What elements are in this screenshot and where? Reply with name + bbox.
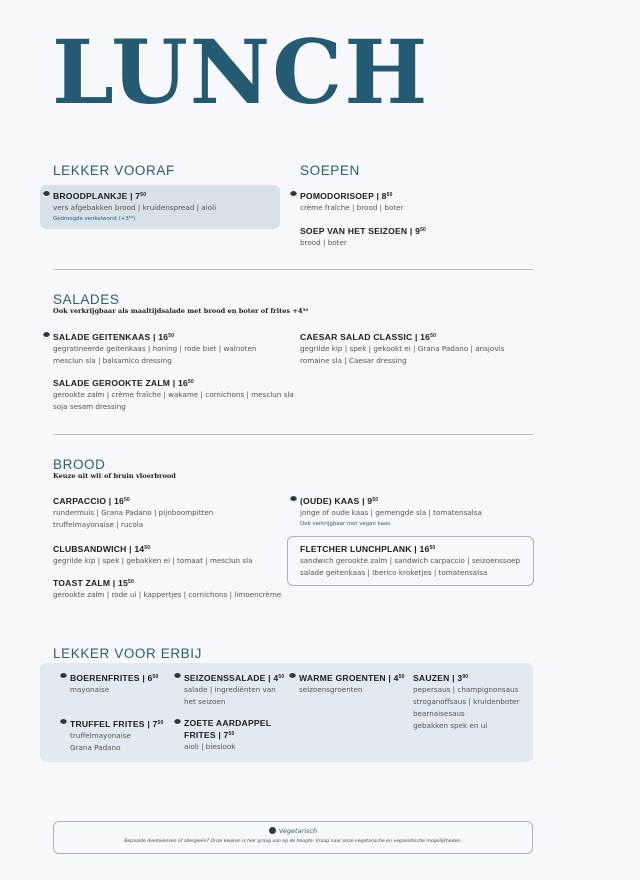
item-title: SEIZOENSSALADE | $4^{50}$ — [184, 673, 285, 683]
item-description: sandwich gerookte zalm | sandwich carpaccio | seizoenssoep — [300, 556, 521, 565]
footer-box — [53, 821, 533, 854]
item-title: (OUDE) KAAS | $9^{50}$ — [300, 496, 379, 506]
item-title: CLUBSANDWICH | $14^{50}$ — [53, 544, 151, 554]
item-title: TRUFFEL FRITES | $7^{50}$ — [70, 719, 164, 729]
item-description: gerookte zalm | crème fraîche | wakame | cornichons | mesclun sla — [53, 390, 294, 399]
item-price: 9 — [415, 226, 421, 236]
vegetarian-icon — [289, 673, 296, 680]
section-heading-soepen: SOEPEN — [300, 163, 360, 178]
item-name: CLUBSANDWICH — [53, 544, 127, 554]
item-name: SEIZOENSSALADE — [184, 673, 266, 683]
item-name: ZOETE AARDAPPEL FRITES — [184, 718, 272, 740]
item-price-cents: 50 — [152, 674, 159, 680]
vegetarian-icon — [290, 191, 297, 198]
menu-item — [413, 672, 519, 732]
item-name: SALADE GEROOKTE ZALM — [53, 378, 171, 388]
item-description: gebakken spek en ui — [413, 721, 488, 730]
item-note: Gedroogde venkelworst (+3⁵⁰) — [53, 216, 136, 222]
item-description: gegrilde kip | spek | gebakken ei | tomaat | mesclun sla — [53, 556, 253, 565]
menu-item — [300, 495, 482, 530]
item-description: mayonaise — [70, 685, 110, 694]
item-price-cents: 50 — [429, 545, 436, 551]
item-description: gegratineerde geitenkaas | honing | rode biet | walnoten — [53, 344, 257, 353]
item-name: BOERENFRITES — [70, 673, 140, 683]
legend-label: Vegetarisch — [278, 827, 318, 835]
menu-item — [53, 190, 216, 225]
section-subtitle-salades: Ook verkrijgbaar als maaltijdsalade met brood en boter of frites +4⁵⁰ — [53, 307, 309, 315]
section-subtitle-brood: Keuze uit wit of bruin vloerbrood — [53, 472, 176, 480]
vegetarian-icon — [43, 332, 50, 339]
item-title: SALADE GEITENKAAS | $16^{50}$ — [53, 332, 175, 342]
item-description: aioli | bieslook — [184, 742, 236, 751]
item-price: 16 — [113, 496, 124, 506]
item-name: CAESAR SALAD CLASSIC — [300, 332, 413, 342]
item-price: 16 — [177, 378, 188, 388]
item-price-cents: 50 — [123, 497, 130, 503]
item-description: salade | ingrediënten van — [184, 685, 276, 694]
item-price: 9 — [367, 496, 373, 506]
item-price: 4 — [273, 673, 279, 683]
menu-item — [53, 377, 294, 413]
item-description: rundermuis | Grana Padano | pijnboompitten — [53, 508, 214, 517]
item-description: Grana Padano — [70, 743, 121, 752]
item-title: FLETCHER LUNCHPLANK | $16^{50}$ — [300, 544, 436, 554]
item-price: 16 — [419, 544, 430, 554]
menu-item — [300, 331, 504, 367]
item-description: mesclun sla | balsamico dressing — [53, 356, 172, 365]
item-price: 3 — [457, 673, 463, 683]
item-price-cents: 50 — [430, 333, 437, 339]
menu-item — [300, 225, 426, 249]
item-price-cents: 50 — [398, 674, 405, 680]
vegetarian-icon — [290, 496, 297, 503]
item-price: 7 — [223, 730, 229, 740]
item-price: 6 — [147, 673, 153, 683]
footer-text: Bepaalde dieetwensen of allergieën? Onze keuken is hier graag van op de hoogte. Vraag naar onze vegetarische en veganistische mogelijkheden. — [124, 839, 462, 844]
item-name: TOAST ZALM — [53, 578, 111, 588]
item-price-cents: 50 — [228, 731, 235, 737]
section-heading-vooraf: LEKKER VOORAF — [53, 163, 175, 178]
item-description: gerookte zalm | rode ui | kappertjes | cornichons | limoencrème — [53, 590, 282, 599]
section-heading-salades: SALADES — [53, 292, 120, 307]
item-title: CAESAR SALAD CLASSIC | $16^{50}$ — [300, 332, 437, 342]
item-price-cents: 50 — [140, 192, 147, 198]
item-title: BOERENFRITES | $6^{50}$ — [70, 673, 159, 683]
item-name: SAUZEN — [413, 673, 450, 683]
item-price-cents: 50 — [127, 579, 134, 585]
menu-item — [53, 331, 256, 367]
section-heading-brood: BROOD — [53, 457, 106, 472]
vegetarian-icon — [43, 191, 50, 198]
menu-item — [70, 672, 158, 696]
legend — [54, 827, 532, 835]
item-name: SOEP VAN HET SEIZOEN — [300, 226, 408, 236]
section-heading-erbij: LEKKER VOOR ERBIJ — [53, 646, 202, 661]
item-price: 14 — [134, 544, 145, 554]
item-price-cents: 50 — [187, 379, 194, 385]
item-name: TRUFFEL FRITES — [70, 719, 145, 729]
item-description: romaine sla | Caesar dressing — [300, 356, 407, 365]
vegetarian-icon — [60, 719, 67, 726]
item-description: truffelmayonaise — [70, 731, 131, 740]
menu-item — [300, 190, 404, 214]
item-price: 15 — [118, 578, 128, 588]
item-title: POMODORISOEP | $8^{50}$ — [300, 191, 393, 201]
item-name: WARME GROENTEN — [299, 673, 386, 683]
item-title: WARME GROENTEN | $4^{50}$ — [299, 673, 405, 683]
item-description: bearnaisesaus — [413, 709, 465, 718]
item-name: SALADE GEITENKAAS — [53, 332, 151, 342]
menu-item — [53, 577, 281, 601]
menu-item — [53, 543, 253, 567]
item-description: soja sesam dressing — [53, 402, 126, 411]
menu-item — [184, 718, 271, 753]
item-description: salade geitenkaas | Iberico kroketjes | tomatensalsa — [300, 568, 488, 577]
item-title: SAUZEN | $3^{90}$ — [413, 673, 469, 683]
item-description: gegrilde kip | spek | gekookt ei | Grana Padano | ansjovis — [300, 344, 505, 353]
item-description: vers afgebakken brood | kruidenspread | aioli — [53, 203, 217, 212]
menu-item — [184, 672, 284, 708]
menu-item — [70, 718, 163, 754]
item-price: 16 — [158, 332, 169, 342]
item-title: TOAST ZALM | $15^{50}$ — [53, 578, 134, 588]
item-price-cents: 50 — [168, 333, 175, 339]
item-price-cents: 50 — [144, 545, 151, 551]
item-price: 8 — [381, 191, 387, 201]
item-price-cents: 50 — [157, 720, 164, 726]
item-name: CARPACCIO — [53, 496, 107, 506]
item-name: BROODPLANKJE — [53, 191, 128, 201]
item-price: 16 — [420, 332, 431, 342]
divider — [53, 434, 533, 435]
page-title: LUNCH — [52, 20, 430, 124]
item-description: seizoensgroenten — [299, 685, 363, 694]
item-name: POMODORISOEP — [300, 191, 374, 201]
vegetarian-icon — [174, 719, 181, 726]
item-title: SALADE GEROOKTE ZALM | $16^{50}$ — [53, 378, 194, 388]
item-price-cents: 50 — [372, 497, 379, 503]
item-title: BROODPLANKJE | $7^{50}$ — [53, 191, 147, 201]
item-price-cents: 50 — [278, 674, 285, 680]
item-price: 7 — [135, 191, 141, 201]
item-title: CARPACCIO | $16^{50}$ — [53, 496, 130, 506]
item-title: SOEP VAN HET SEIZOEN | $9^{50}$ — [300, 226, 427, 236]
menu-item — [53, 495, 213, 531]
item-price-cents: 90 — [462, 674, 469, 680]
item-title: ZOETE AARDAPPEL FRITES | $7^{50}$ — [184, 718, 272, 740]
divider — [53, 269, 533, 270]
vegetarian-icon — [174, 673, 181, 680]
item-name: (OUDE) KAAS — [300, 496, 360, 506]
vegetarian-icon — [269, 827, 276, 834]
item-description: crème fraîche | brood | boter — [300, 203, 404, 212]
item-description: jonge of oude kaas | gemengde sla | tomatensalsa — [300, 508, 482, 517]
item-description: truffelmayonaise | rucola — [53, 520, 144, 529]
item-description: het seizoen — [184, 697, 226, 706]
item-price: 4 — [393, 673, 399, 683]
item-price-cents: 50 — [386, 192, 393, 198]
item-description: brood | boter — [300, 238, 347, 247]
vegetarian-icon — [60, 673, 67, 680]
menu-item — [300, 543, 520, 579]
item-name: FLETCHER LUNCHPLANK — [300, 544, 412, 554]
item-description: stroganoffsaus | kruidenboter — [413, 697, 520, 706]
menu-item — [299, 672, 405, 696]
item-description: pepersaus | champignonsaus — [413, 685, 519, 694]
item-price-cents: 50 — [420, 227, 427, 233]
item-note: Ook verkrijgbaar met vegan kaas — [300, 521, 391, 527]
item-price: 7 — [152, 719, 158, 729]
